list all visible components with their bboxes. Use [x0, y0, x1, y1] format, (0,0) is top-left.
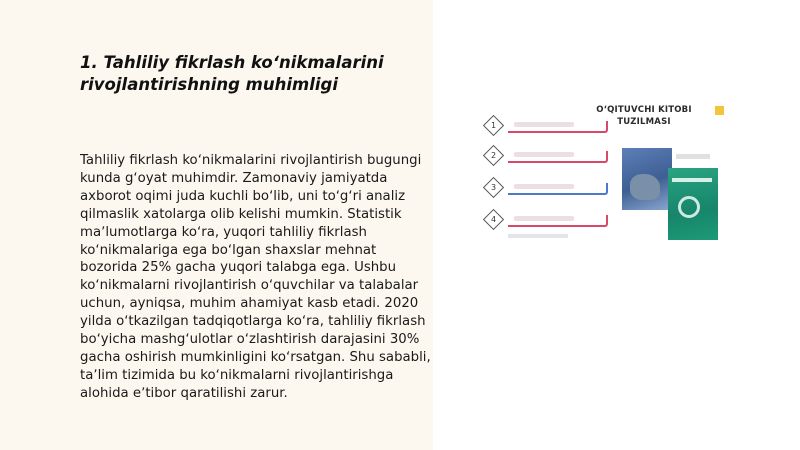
caption-placeholder: [508, 234, 568, 238]
diamond-number-icon: [483, 145, 504, 166]
step-item-1: [486, 118, 616, 138]
book-cover-blue-icon: [622, 148, 672, 210]
book-cover-band: [672, 178, 712, 182]
step-item-4: [486, 212, 616, 232]
book-tag: [676, 154, 710, 159]
slide-body-text: Tahliliy fikrlash koʻnikmalarini rivojlantirish bugungi kunda gʻoyat muhimdir. Zamonaviy jamiyatda axborot oqimi juda kuchli boʻlib, uni toʻgʻri analiz qilmaslik xatolarga olib kelishi mumkin. Statistik maʼlumotlarga koʻra, yuqori tahliliy fikrlash koʻnikmalariga ega boʻlgan shaxslar mehnat bozorida 25% gacha yuqori talabga ega. Ushbu koʻnikmalarni rivojlantirish oʻquvchilar va talabalar uchun, ayniqsa, muhim ahamiyat kasb etadi. 2020 yilda oʻtkazilgan tadqiqotlarga koʻra, tahliliy fikrlash boʻyicha mashgʻulotlar oʻzlashtirish darajasini 30% gacha oshirish mumkinligini koʻrsatgan. Shu sababli, taʼlim tizimida bu koʻnikmalarni rivojlantirishga alohida eʼtibor qaratilishi zarur.: [80, 153, 431, 401]
step-bar: [508, 215, 608, 227]
step-bar: [508, 151, 608, 163]
step-bar: [508, 121, 608, 133]
step-item-2: [486, 148, 616, 168]
step-label-placeholder: [514, 216, 574, 221]
book-cover-ring: [678, 196, 700, 218]
illustration-heading-line-2: TUZILMASI: [617, 117, 671, 127]
step-item-3: [486, 180, 616, 200]
step-number: 1: [490, 121, 497, 130]
step-number: 4: [490, 215, 497, 224]
diamond-number-icon: [483, 209, 504, 230]
step-number: 3: [490, 183, 497, 192]
teacher-book-illustration: [480, 96, 740, 246]
book-cover-art: [630, 174, 660, 200]
step-label-placeholder: [514, 184, 574, 189]
diamond-number-icon: [483, 177, 504, 198]
step-bar: [508, 183, 608, 195]
illustration-heading-line-1: O‘QITUVCHI KITOBI: [596, 105, 692, 115]
step-label-placeholder: [514, 152, 574, 157]
slide-title: 1. Tahliliy fikrlash koʻnikmalarini rivojlantirishning muhimligi: [80, 53, 384, 94]
yellow-square-icon: [715, 106, 724, 115]
diamond-number-icon: [483, 115, 504, 136]
book-cover-green-icon: [668, 168, 718, 240]
step-label-placeholder: [514, 122, 574, 127]
step-number: 2: [490, 151, 497, 160]
